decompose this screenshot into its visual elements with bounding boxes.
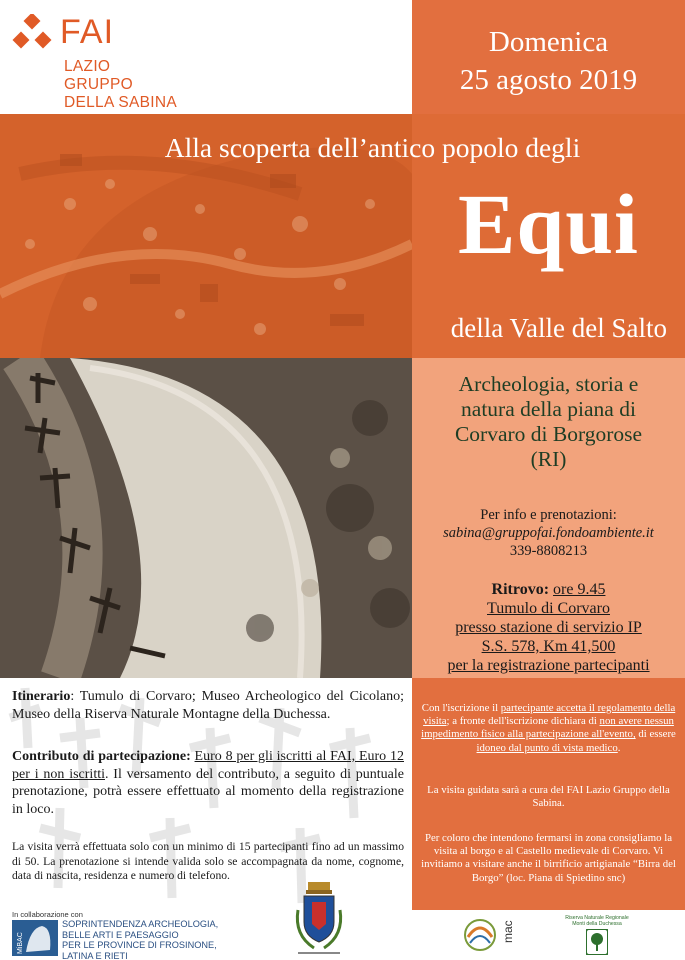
event-date-block bbox=[412, 0, 685, 114]
terms-text-underlined: non avere nessun impedimento fisico alla partecipazione all'evento, bbox=[421, 715, 674, 741]
terms-text: . bbox=[617, 741, 621, 754]
event-day: Domenica bbox=[488, 26, 609, 58]
inscription-stone-icon bbox=[0, 358, 412, 678]
nature-reserve-logo bbox=[562, 915, 632, 959]
meeting-place-line: Tumulo di Corvaro bbox=[487, 600, 610, 617]
visit-note-paragraph: La visita verrà effettuata solo con un minimo di 15 partecipanti fino ad un massimo di 50. La prenotazione si intende valida solo se accompagnata da nome, cognome, data di nascita, residenza e numero di telefono. bbox=[12, 840, 404, 882]
reserve-title-line: Riserva Naturale Regionale bbox=[565, 915, 629, 921]
contact-email-link[interactable]: sabina@gruppofai.fondoambiente.it bbox=[443, 525, 654, 541]
terms-text-underlined: idoneo dal punto di vista medico bbox=[476, 741, 618, 754]
municipality-crest-icon bbox=[292, 880, 346, 958]
logo-line-region: LAZIO bbox=[64, 58, 111, 75]
terms-text-underlined: partecipante accetta il regolamento della visita bbox=[423, 702, 676, 728]
mac-mark: mac bbox=[501, 920, 515, 943]
fai-wordmark: FAI bbox=[60, 13, 115, 51]
meeting-label: Ritrovo bbox=[491, 581, 544, 598]
soprintendenza-line: SOPRINTENDENZA ARCHEOLOGIA, bbox=[62, 919, 219, 929]
itinerary-paragraph bbox=[12, 688, 404, 723]
itinerary-label: Itinerario bbox=[12, 689, 71, 704]
info-panel bbox=[412, 358, 685, 678]
reserve-title-line: Monti della Duchessa bbox=[572, 921, 622, 927]
inscription-photo bbox=[0, 358, 412, 678]
contribution-paragraph: Contributo di partecipazione: Euro 8 per gli iscritti al FAI, Euro 12 per i non iscritti. Il versamento del contributo, a seguito di puntuale prenotazione, potrà essere effettuato al momento della registrazione in loco. bbox=[12, 749, 404, 817]
terms-note bbox=[420, 702, 677, 755]
partners-label: In collaborazione con bbox=[12, 910, 83, 919]
logo-line-group: GRUPPO bbox=[64, 76, 133, 93]
hero-banner bbox=[0, 114, 685, 358]
logo-line-name: DELLA SABINA bbox=[64, 94, 178, 111]
contact-phone[interactable]: 339-8808213 bbox=[509, 543, 588, 559]
soprintendenza-name bbox=[62, 919, 218, 960]
meeting-time: ore 9.45 bbox=[553, 581, 606, 598]
itinerary-text: : Tumulo di Corvaro; Museo Archeologico del Cicolano; Museo della Riserva Naturale Montagne della Duchessa. bbox=[12, 689, 404, 722]
contribution-text: . Il versamento del contributo, a seguito di puntuale prenotazione, potrà essere effettuato al momento della registrazione in loco. bbox=[12, 766, 404, 817]
tagline-line: Corvaro di Borgorose bbox=[454, 422, 643, 446]
tagline-line: (RI) bbox=[530, 447, 567, 471]
contribution-label: Contributo di partecipazione bbox=[12, 749, 187, 764]
fai-logo bbox=[12, 10, 212, 114]
fai-emblem-icon bbox=[12, 14, 52, 54]
event-date: 25 agosto 2019 bbox=[459, 64, 638, 96]
hero-subtitle-bottom: della Valle del Salto bbox=[450, 313, 667, 343]
hero-title: Equi bbox=[458, 176, 639, 272]
soprintendenza-line: BELLE ARTI E PAESAGGIO bbox=[62, 929, 179, 940]
contribution-price: Euro 8 per gli iscritti al FAI, Euro 12 per i non iscritti bbox=[12, 749, 404, 782]
tagline-line: natura della piana di bbox=[461, 397, 636, 421]
soprintendenza-line: PER LE PROVINCE DI FROSINONE, bbox=[62, 940, 217, 950]
terms-text: Con l'iscrizione il bbox=[421, 702, 501, 714]
tree-icon bbox=[586, 929, 608, 955]
mibac-logo bbox=[12, 920, 58, 956]
meeting-point: Ritrovo: ore 9.45 Tumulo di Corvaro presso stazione di servizio IP S.S. 578, Km 41,500 per la registrazione partecipanti bbox=[412, 580, 685, 675]
contact-info bbox=[412, 506, 685, 560]
meeting-place-line: S.S. 578, Km 41,500 bbox=[481, 638, 616, 655]
terms-text: ; a fronte dell'iscrizione dichiara di bbox=[446, 715, 600, 728]
meeting-place-line: per la registrazione partecipanti bbox=[447, 657, 650, 674]
guide-note: La visita guidata sarà a cura del FAI Lazio Gruppo della Sabina. bbox=[427, 784, 670, 810]
hero-subtitle-top: Alla scoperta dell’antico popolo degli bbox=[164, 132, 581, 163]
mac-logo bbox=[462, 915, 526, 955]
event-tagline bbox=[412, 372, 685, 472]
suggestions-note: Per coloro che intendono fermarsi in zona consigliamo la visita al borgo e al Castello medievale di Corvaro. Vi invitiamo a visitare anche il birrificio artigianale “Birra del Borgo” (loc. Piana di Spiedino snc) bbox=[421, 832, 676, 884]
soprintendenza-line: LATINA E RIETI bbox=[62, 950, 128, 960]
tagline-line: Archeologia, storia e bbox=[458, 372, 639, 396]
mibac-mark: MiBAC bbox=[17, 932, 24, 954]
terms-text: di essere bbox=[635, 728, 676, 741]
reserve-title bbox=[562, 915, 632, 927]
terms-panel bbox=[412, 678, 685, 910]
contact-label: Per info e prenotazioni: bbox=[480, 507, 617, 523]
meeting-place-line: presso stazione di servizio IP bbox=[455, 619, 642, 636]
